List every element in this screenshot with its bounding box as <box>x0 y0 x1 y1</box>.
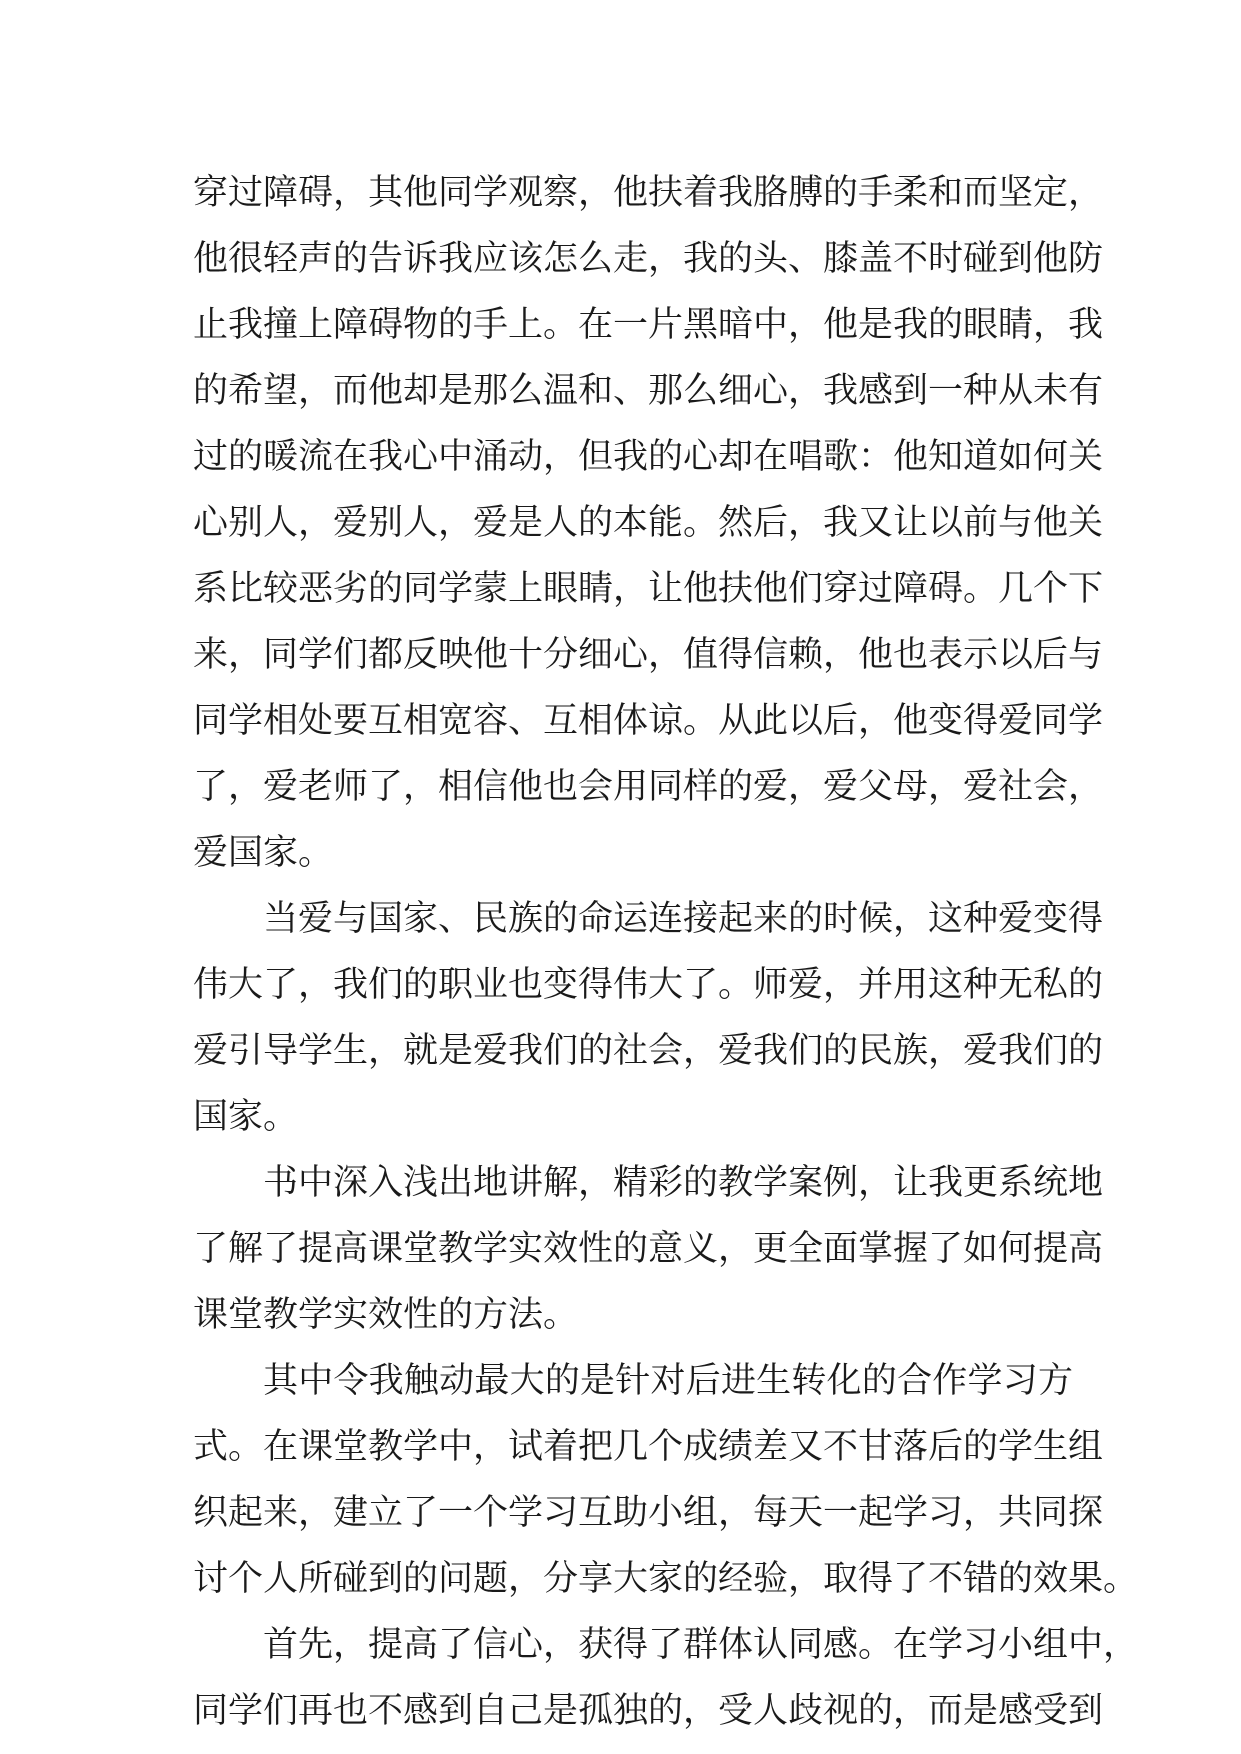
body-text <box>193 160 1139 1744</box>
text-line: 心别人，爱别人，爱是人的本能。然后，我又让以前与他关 <box>193 503 1104 543</box>
text-line: 爱国家。 <box>193 833 334 873</box>
text-line: 书中深入浅出地讲解，精彩的教学案例，让我更系统地 <box>263 1163 1104 1203</box>
text-line: 来，同学们都反映他十分细心，值得信赖，他也表示以后与 <box>193 635 1104 675</box>
text-line: 了解了提高课堂教学实效性的意义，更全面掌握了如何提高 <box>193 1229 1104 1269</box>
text-line: 系比较恶劣的同学蒙上眼睛，让他扶他们穿过障碍。几个下 <box>193 569 1104 609</box>
text-line: 他很轻声的告诉我应该怎么走，我的头、膝盖不时碰到他防 <box>193 239 1104 279</box>
text-line: 织起来，建立了一个学习互助小组，每天一起学习，共同探 <box>193 1493 1104 1533</box>
text-line: 其中令我触动最大的是针对后进生转化的合作学习方 <box>263 1361 1073 1401</box>
text-line: 课堂教学实效性的方法。 <box>193 1295 579 1335</box>
text-line: 穿过障碍，其他同学观察，他扶着我胳膊的手柔和而坚定， <box>193 173 1104 213</box>
text-line: 当爱与国家、民族的命运连接起来的时候，这种爱变得 <box>263 899 1104 939</box>
text-line: 式。在课堂教学中，试着把几个成绩差又不甘落后的学生组 <box>193 1427 1104 1467</box>
text-line: 同学们再也不感到自己是孤独的，受人歧视的，而是感受到 <box>193 1691 1104 1731</box>
text-line: 了，爱老师了，相信他也会用同样的爱，爱父母，爱社会， <box>193 767 1104 807</box>
text-line: 伟大了，我们的职业也变得伟大了。师爱，并用这种无私的 <box>193 965 1104 1005</box>
text-line: 同学相处要互相宽容、互相体谅。从此以后，他变得爱同学 <box>193 701 1104 741</box>
text-line: 的希望，而他却是那么温和、那么细心，我感到一种从未有 <box>193 371 1104 411</box>
text-line: 讨个人所碰到的问题，分享大家的经验，取得了不错的效果。 <box>193 1559 1139 1599</box>
text-line: 止我撞上障碍物的手上。在一片黑暗中，他是我的眼睛，我 <box>193 305 1104 345</box>
text-line: 国家。 <box>193 1097 299 1137</box>
text-line: 过的暖流在我心中涌动，但我的心却在唱歌：他知道如何关 <box>193 437 1104 477</box>
text-line: 爱引导学生，就是爱我们的社会，爱我们的民族，爱我们的 <box>193 1031 1104 1071</box>
text-line: 首先，提高了信心，获得了群体认同感。在学习小组中， <box>263 1625 1139 1665</box>
